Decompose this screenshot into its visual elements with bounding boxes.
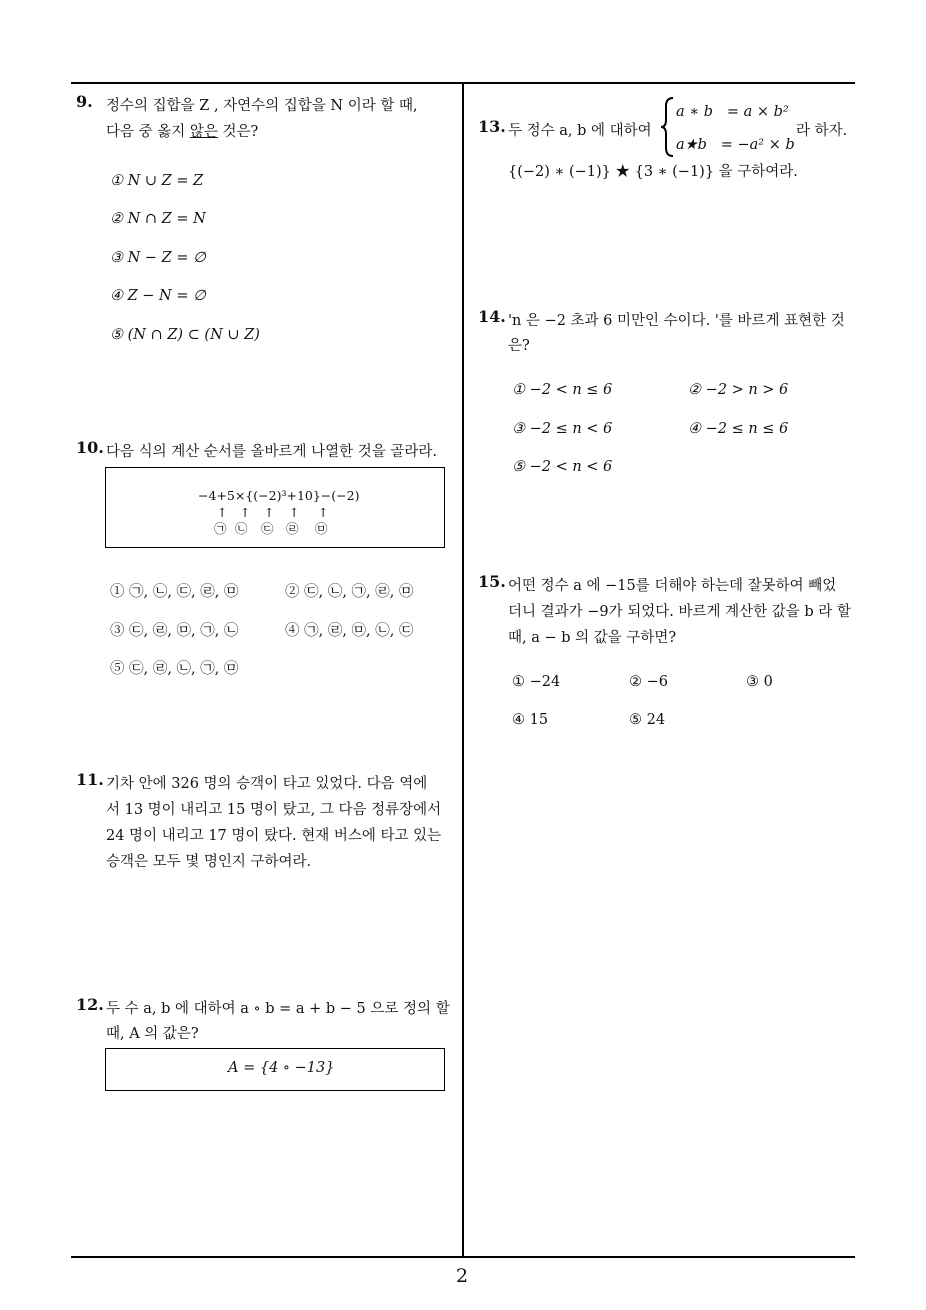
question-number: 15. — [478, 572, 506, 591]
question-number: 10. — [76, 438, 104, 457]
order-arrow: ↑ — [318, 505, 329, 520]
answer-option-5[interactable]: ⑤ −2 < n < 6 — [512, 459, 613, 475]
question-number: 11. — [76, 770, 104, 789]
answer-option-5[interactable]: ⑤ 24 — [629, 712, 666, 728]
definition-box — [105, 1048, 445, 1091]
answer-option-1[interactable]: ① ㉠, ㉡, ㉢, ㉣, ㉤ — [110, 584, 239, 600]
order-marker: ㉠ — [214, 521, 227, 536]
order-marker: ㉤ — [315, 521, 328, 536]
column-divider — [462, 82, 464, 1257]
order-marker: ㉣ — [286, 521, 299, 536]
definition-line2: a★b = −a² × b — [676, 137, 795, 153]
question-text-line1: 'n 은 −2 초과 6 미만인 수이다. '를 바르게 표현한 것 — [508, 313, 845, 329]
answer-option-1[interactable]: ① −2 < n ≤ 6 — [512, 382, 613, 398]
definition-line1: a ∗ b = a × b² — [676, 104, 789, 120]
left-brace-icon — [660, 96, 676, 158]
question-text-line3: 때, a − b 의 값을 구하면? — [508, 630, 677, 646]
question-text-line3: 24 명이 내리고 17 명이 탔다. 현재 버스에 타고 있는 — [106, 828, 442, 844]
answer-option-2[interactable]: ② −6 — [629, 674, 668, 690]
question-text-intro: 두 정수 a, b 에 대하여 — [508, 123, 652, 139]
answer-option-2[interactable]: ② N ∩ Z = N — [110, 211, 206, 227]
answer-option-4[interactable]: ④ Z − N = ∅ — [110, 288, 206, 304]
question-number: 9. — [76, 92, 93, 111]
question-number: 12. — [76, 995, 104, 1014]
question-text-outro: 라 하자. — [796, 123, 848, 139]
order-arrow: ↑ — [289, 505, 300, 520]
answer-option-4[interactable]: ④ −2 ≤ n ≤ 6 — [688, 421, 789, 437]
answer-option-3[interactable]: ③ −2 ≤ n < 6 — [512, 421, 613, 437]
question-text-line2: 때, A 의 값은? — [106, 1026, 199, 1042]
question-text: 다음 식의 계산 순서를 올바르게 나열한 것을 골라라. — [106, 444, 438, 460]
order-arrow: ↑ — [217, 505, 228, 520]
answer-option-2[interactable]: ② −2 > n > 6 — [688, 382, 789, 398]
order-marker: ㉢ — [261, 521, 274, 536]
question-text-line2: 서 13 명이 내리고 15 명이 탔고, 그 다음 정류장에서 — [106, 802, 442, 818]
definition-expression: A = {4 ∘ −13} — [228, 1060, 335, 1076]
answer-option-3[interactable]: ③ N − Z = ∅ — [110, 250, 206, 266]
question-text-line1: 정수의 집합을 Z , 자연수의 집합을 N 이라 할 때, — [106, 98, 418, 114]
order-arrow: ↑ — [264, 505, 275, 520]
answer-option-3[interactable]: ③ ㉢, ㉣, ㉤, ㉠, ㉡ — [110, 623, 239, 639]
question-text-line2: {(−2) ∗ (−1)} ★ {3 ∗ (−1)} 을 구하여라. — [508, 164, 798, 180]
order-arrow: ↑ — [240, 505, 251, 520]
expression-box — [105, 467, 445, 548]
expression: −4+5×{(−2)³+10}−(−2) — [198, 488, 360, 503]
answer-option-1[interactable]: ① N ∪ Z = Z — [110, 173, 204, 189]
question-number: 13. — [478, 117, 506, 136]
question-text-line2: 더니 결과가 −9가 되었다. 바르게 계산한 값을 b 라 할 — [508, 604, 851, 620]
page-number: 2 — [456, 1265, 469, 1287]
question-number: 14. — [478, 307, 506, 326]
answer-option-2[interactable]: ② ㉢, ㉡, ㉠, ㉣, ㉤ — [285, 584, 414, 600]
question-text-line1: 어떤 정수 a 에 −15를 더해야 하는데 잘못하여 빼었 — [508, 578, 837, 594]
answer-option-1[interactable]: ① −24 — [512, 674, 561, 690]
question-text-line1: 기차 안에 326 명의 승객이 타고 있었다. 다음 역에 — [106, 776, 428, 792]
answer-option-4[interactable]: ④ ㉠, ㉣, ㉤, ㉡, ㉢ — [285, 623, 414, 639]
answer-option-5[interactable]: ⑤ ㉢, ㉣, ㉡, ㉠, ㉤ — [110, 661, 239, 677]
question-text-line4: 승객은 모두 몇 명인지 구하여라. — [106, 854, 312, 870]
order-marker: ㉡ — [235, 521, 248, 536]
answer-option-3[interactable]: ③ 0 — [746, 674, 773, 690]
question-text-line1: 두 수 a, b 에 대하여 a ∘ b = a + b − 5 으로 정의 할 — [106, 1001, 450, 1017]
bottom-rule — [71, 1256, 855, 1258]
question-text-line2: 다음 중 옳지 않은 것은? — [106, 124, 259, 140]
question-text-line2: 은? — [508, 338, 530, 354]
answer-option-4[interactable]: ④ 15 — [512, 712, 549, 728]
answer-option-5[interactable]: ⑤ (N ∩ Z) ⊂ (N ∪ Z) — [110, 327, 260, 343]
